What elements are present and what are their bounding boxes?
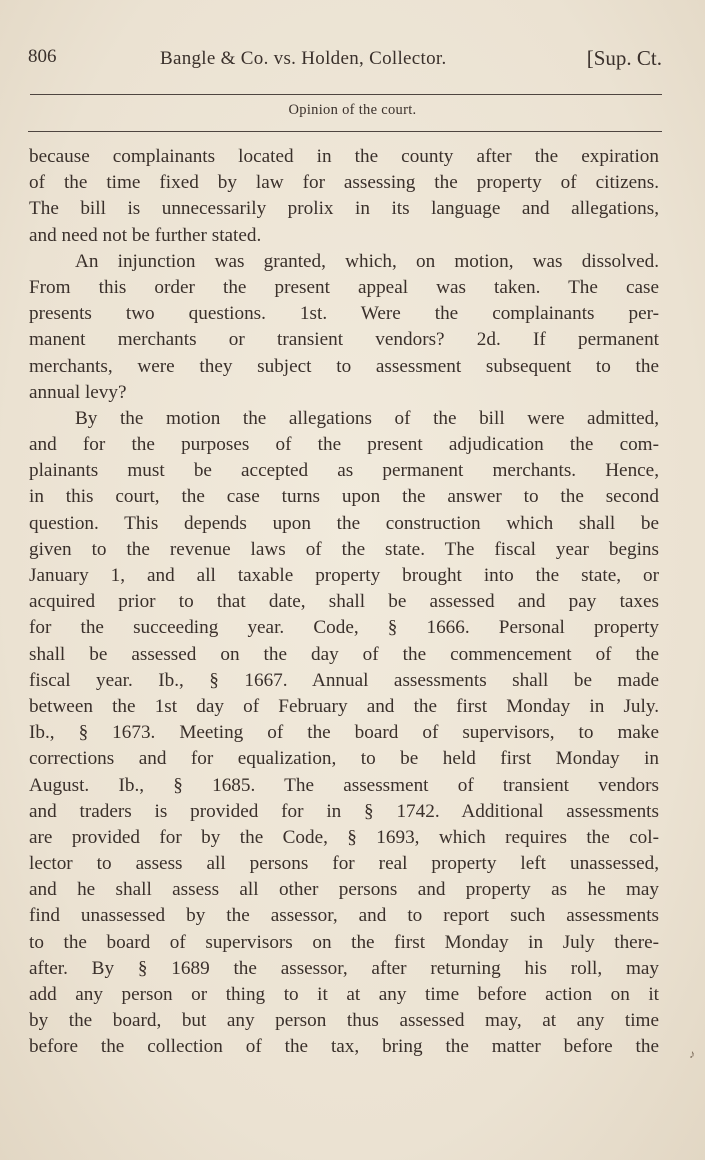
running-head	[28, 44, 668, 74]
text-line: plainants must be accepted as permanent merchants. Hence,	[29, 460, 659, 482]
opinion-body-text	[29, 144, 659, 1061]
section-heading: Opinion of the court.	[288, 102, 417, 118]
text-line: shall be assessed on the day of the commencement of the	[29, 643, 659, 665]
margin-mark: ♪	[689, 1047, 695, 1061]
text-line: Ib., § 1673. Meeting of the board of supervisors, to make	[29, 722, 659, 744]
text-line: merchants, were they subject to assessment subsequent to the	[29, 355, 659, 377]
text-line: acquired prior to that date, shall be assessed and pay taxes	[29, 591, 659, 613]
text-line: fiscal year. Ib., § 1667. Annual assessments shall be made	[29, 669, 659, 691]
text-line: because complainants located in the county after the expiration	[29, 146, 659, 167]
text-line: by the board, but any person thus assessed may, at any time	[29, 1010, 659, 1032]
case-title: Bangle & Co. vs. Holden, Collector.	[160, 48, 447, 69]
header-rule-bottom	[28, 131, 662, 132]
text-line: From this order the present appeal was taken. The case	[29, 276, 659, 298]
text-line: and for the purposes of the present adjudication the com-	[29, 434, 659, 456]
text-line: An injunction was granted, which, on motion, was dissolved.	[75, 250, 659, 272]
text-line: given to the revenue laws of the state. The fiscal year begins	[29, 538, 659, 560]
text-line: add any person or thing to it at any time before action on it	[29, 984, 659, 1005]
text-line: By the motion the allegations of the bill were admitted,	[75, 407, 659, 429]
text-line: and he shall assess all other persons and property as he may	[29, 879, 659, 901]
text-line: before the collection of the tax, bring the matter before the	[29, 1036, 659, 1058]
text-line: and traders is provided for in § 1742. Additional assessments	[29, 800, 659, 822]
text-line: are provided for by the Code, § 1693, which requires the col-	[29, 826, 659, 848]
text-line: find unassessed by the assessor, and to report such assessments	[29, 905, 659, 927]
text-line: manent merchants or transient vendors? 2d. If permanent	[29, 329, 659, 351]
text-line: corrections and for equalization, to be held first Monday in	[29, 748, 659, 770]
text-line: presents two questions. 1st. Were the complainants per-	[29, 303, 659, 325]
text-line: question. This depends upon the construction which shall be	[29, 512, 659, 534]
court-abbreviation: [Sup. Ct.	[586, 46, 662, 70]
header-rule-top	[30, 94, 662, 95]
page-number: 806	[28, 46, 57, 67]
text-line: after. By § 1689 the assessor, after returning his roll, may	[29, 957, 659, 979]
text-line: to the board of supervisors on the first Monday in July there-	[29, 931, 659, 953]
text-line: between the 1st day of February and the first Monday in July.	[29, 695, 659, 717]
text-line: January 1, and all taxable property brought into the state, or	[29, 565, 659, 586]
text-line: annual levy?	[29, 381, 127, 403]
text-line: and need not be further stated.	[29, 224, 262, 246]
text-line: in this court, the case turns upon the answer to the second	[29, 486, 659, 508]
text-line: The bill is unnecessarily prolix in its language and allegations,	[29, 198, 659, 220]
text-line: lector to assess all persons for real property left unassessed,	[29, 853, 659, 875]
text-line: for the succeeding year. Code, § 1666. Personal property	[29, 617, 659, 639]
text-line: of the time fixed by law for assessing the property of citizens.	[29, 172, 659, 194]
text-line: August. Ib., § 1685. The assessment of transient vendors	[29, 774, 659, 796]
